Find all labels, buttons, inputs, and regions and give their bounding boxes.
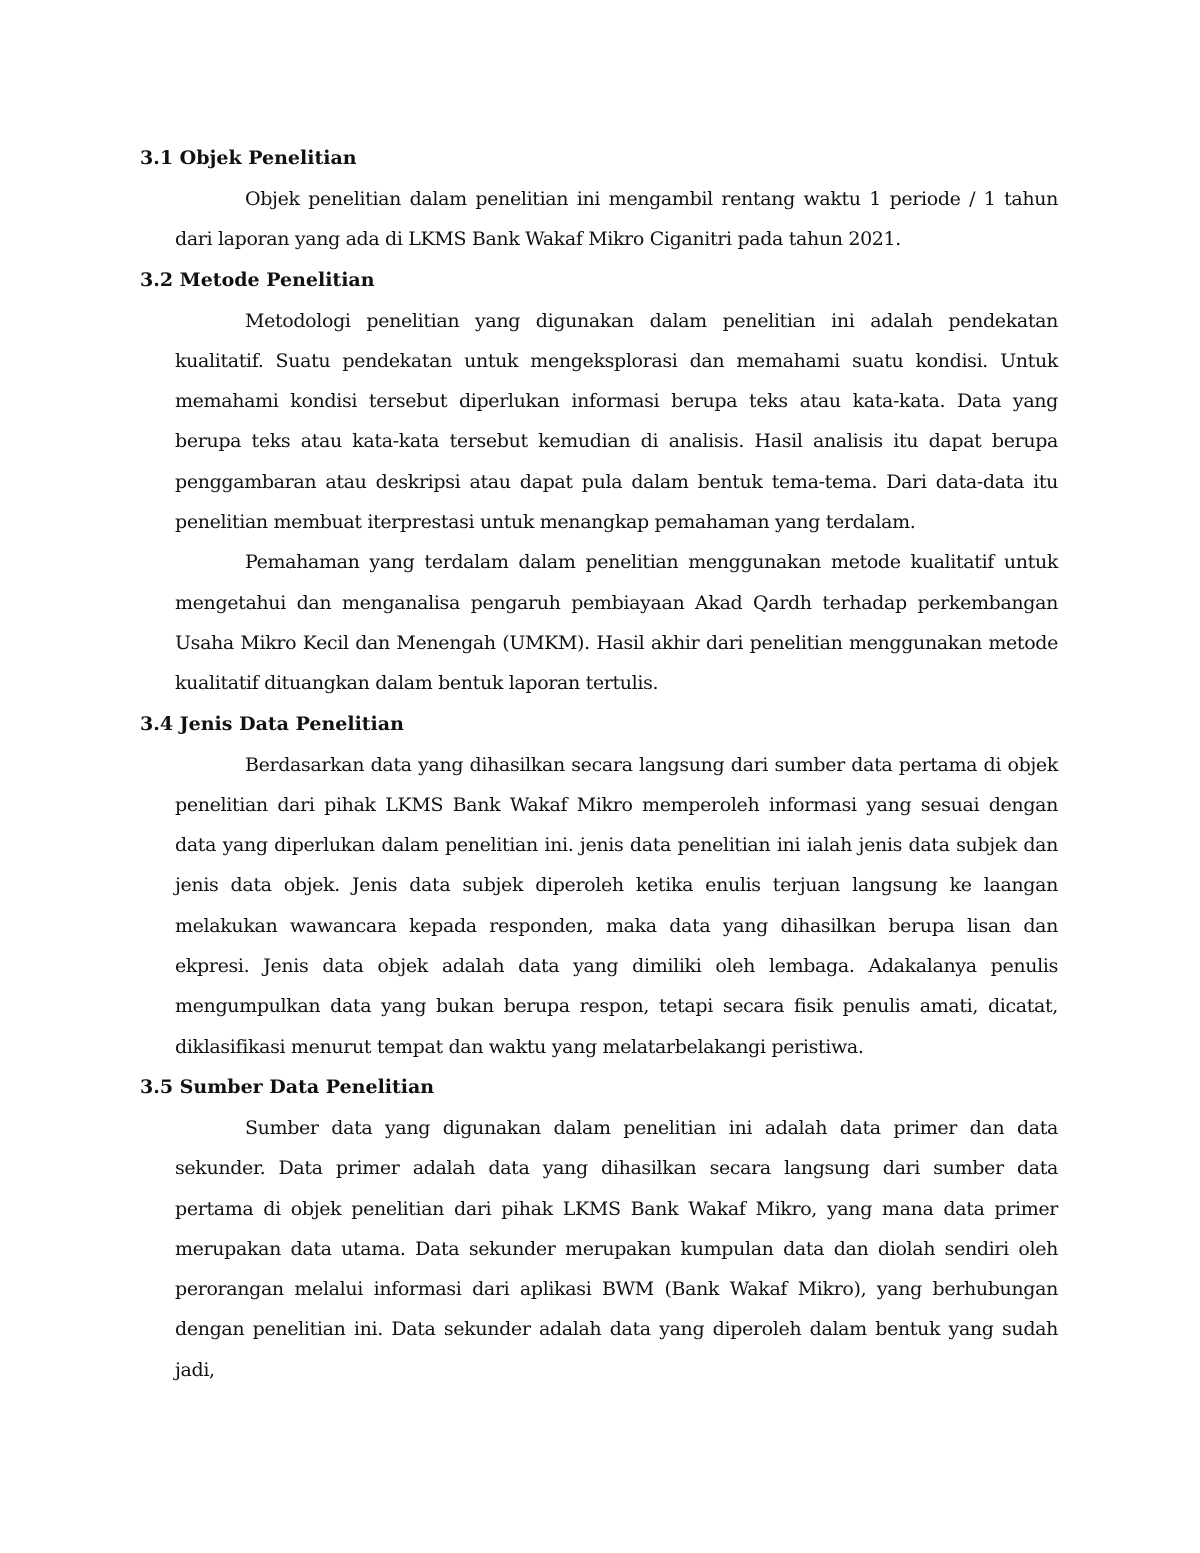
body-paragraph: Sumber data yang digunakan dalam penelitian ini adalah data primer dan data sekunder. Data primer adalah data yang dihasilkan secara langsung dari sumber data pertama di objek penelitian dari pihak LKMS Bank Wakaf Mikro, yang mana data primer merupakan data utama. Data sekunder merupakan kumpulan data dan diolah sendiri oleh perorangan melalui informasi dari aplikasi BWM (Bank Wakaf Mikro), yang berhubungan dengan penelitian ini. Data sekunder adalah data yang diperoleh dalam bentuk yang sudah jadi, bbox=[175, 1116, 1058, 1381]
section-heading: 3.5 Sumber Data Penelitian bbox=[140, 1075, 435, 1098]
body-paragraph: Metodologi penelitian yang digunakan dalam penelitian ini adalah pendekatan kualitatif. Suatu pendekatan untuk mengeksplorasi dan memahami suatu kondisi. Untuk memahami kondisi tersebut diperlukan informasi berupa teks atau kata-kata. Data yang berupa teks atau kata-kata tersebut kemudian di analisis. Hasil analisis itu dapat berupa penggambaran atau deskripsi atau dapat pula dalam bentuk tema-tema. Dari data-data itu penelitian membuat iterprestasi untuk menangkap pemahaman yang terdalam. bbox=[175, 309, 1058, 534]
body-paragraph: Berdasarkan data yang dihasilkan secara langsung dari sumber data pertama di objek penelitian dari pihak LKMS Bank Wakaf Mikro memperoleh informasi yang sesuai dengan data yang diperlukan dalam penelitian ini. jenis data penelitian ini ialah jenis data subjek dan jenis data objek. Jenis data subjek diperoleh ketika enulis terjuan langsung ke laangan melakukan wawancara kepada responden, maka data yang dihasilkan berupa lisan dan ekpresi. Jenis data objek adalah data yang dimiliki oleh lembaga. Adakalanya penulis mengumpulkan data yang bukan berupa respon, tetapi secara fisik penulis amati, dicatat, diklasifikasi menurut tempat dan waktu yang melatarbelakangi peristiwa. bbox=[175, 753, 1058, 1058]
section-jenis-data-penelitian bbox=[140, 704, 1058, 1067]
section-sumber-data-penelitian bbox=[140, 1067, 1058, 1390]
document-body bbox=[140, 138, 1058, 1390]
section-metode-penelitian bbox=[140, 260, 1058, 704]
section-heading: 3.4 Jenis Data Penelitian bbox=[140, 712, 404, 735]
body-paragraph: Pemahaman yang terdalam dalam penelitian menggunakan metode kualitatif untuk mengetahui dan menganalisa pengaruh pembiayaan Akad Qardh terhadap perkembangan Usaha Mikro Kecil dan Menengah (UMKM). Hasil akhir dari penelitian menggunakan metode kualitatif dituangkan dalam bentuk laporan tertulis. bbox=[175, 551, 1058, 695]
body-paragraph: Objek penelitian dalam penelitian ini mengambil rentang waktu 1 periode / 1 tahun dari laporan yang ada di LKMS Bank Wakaf Mikro Ciganitri pada tahun 2021. bbox=[175, 188, 1058, 251]
section-objek-penelitian bbox=[140, 138, 1058, 260]
section-heading: 3.2 Metode Penelitian bbox=[140, 268, 375, 291]
section-heading: 3.1 Objek Penelitian bbox=[140, 147, 357, 169]
